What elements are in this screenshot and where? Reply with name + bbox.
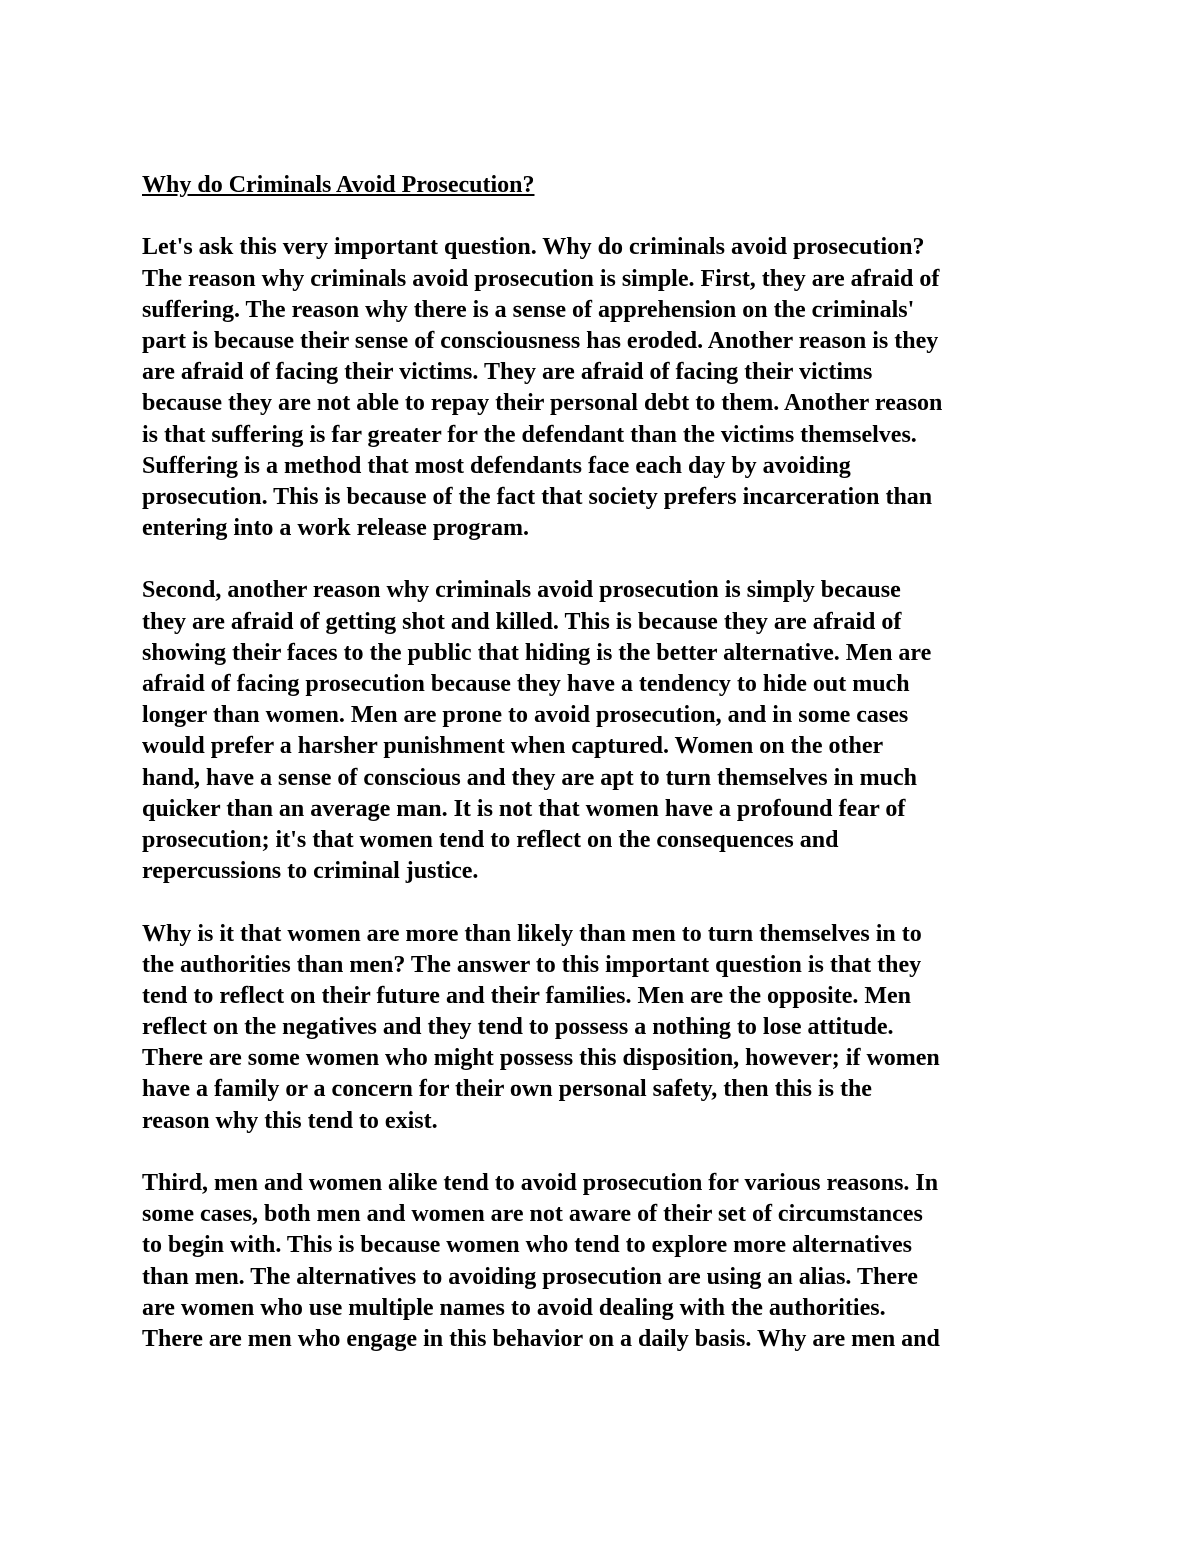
text-line: than men. The alternatives to avoiding prosecution are using an alias. There xyxy=(142,1263,918,1290)
text-line: entering into a work release program. xyxy=(142,515,530,542)
text-line: have a family or a concern for their own personal safety, then this is the xyxy=(142,1076,872,1103)
text-line: hand, have a sense of conscious and they are apt to turn themselves in much xyxy=(142,764,917,791)
text-line: longer than women. Men are prone to avoid prosecution, and in some cases xyxy=(142,702,909,729)
text-line: prosecution. This is because of the fact that society prefers incarceration than xyxy=(142,483,933,510)
text-line: to begin with. This is because women who tend to explore more alternatives xyxy=(142,1232,912,1259)
text-line: Second, another reason why criminals avoid prosecution is simply because xyxy=(142,577,901,604)
paragraph-3 xyxy=(142,919,1082,1137)
text-line: reflect on the negatives and they tend to possess a nothing to lose attitude. xyxy=(142,1014,894,1041)
document-body xyxy=(142,170,1082,1386)
text-line: is that suffering is far greater for the defendant than the victims themselves. xyxy=(142,421,917,448)
text-line: because they are not able to repay their personal debt to them. Another reason xyxy=(142,390,943,417)
text-line: The reason why criminals avoid prosecution is simple. First, they are afraid of xyxy=(142,265,940,292)
text-line: afraid of facing prosecution because they have a tendency to hide out much xyxy=(142,671,910,698)
text-line: quicker than an average man. It is not that women have a profound fear of xyxy=(142,795,906,822)
text-line: Why is it that women are more than likely than men to turn themselves in to xyxy=(142,920,922,947)
text-line: tend to reflect on their future and their families. Men are the opposite. Men xyxy=(142,982,912,1009)
text-line: prosecution; it's that women tend to reflect on the consequences and xyxy=(142,826,839,853)
text-line: repercussions to criminal justice. xyxy=(142,858,479,885)
text-line: Suffering is a method that most defendants face each day by avoiding xyxy=(142,452,851,479)
text-line: are afraid of facing their victims. They are afraid of facing their victims xyxy=(142,359,873,386)
document-title: Why do Criminals Avoid Prosecution? xyxy=(142,172,535,198)
text-line: they are afraid of getting shot and killed. This is because they are afraid of xyxy=(142,608,902,635)
text-line: the authorities than men? The answer to this important question is that they xyxy=(142,951,922,978)
text-line: are women who use multiple names to avoid dealing with the authorities. xyxy=(142,1294,886,1321)
text-line: part is because their sense of consciousness has eroded. Another reason is they xyxy=(142,327,939,354)
text-line: There are men who engage in this behavior on a daily basis. Why are men and xyxy=(142,1325,940,1352)
paragraph-4 xyxy=(142,1168,1082,1355)
text-line: There are some women who might possess this disposition, however; if women xyxy=(142,1045,940,1072)
text-line: would prefer a harsher punishment when captured. Women on the other xyxy=(142,733,884,760)
text-line: suffering. The reason why there is a sense of apprehension on the criminals' xyxy=(142,296,915,323)
text-line: reason why this tend to exist. xyxy=(142,1107,438,1134)
paragraph-2 xyxy=(142,575,1082,887)
paragraph-1 xyxy=(142,232,1082,544)
text-line: Let's ask this very important question. Why do criminals avoid prosecution? xyxy=(142,234,925,261)
text-line: some cases, both men and women are not aware of their set of circumstances xyxy=(142,1201,923,1228)
text-line: showing their faces to the public that hiding is the better alternative. Men are xyxy=(142,639,932,666)
text-line: Third, men and women alike tend to avoid prosecution for various reasons. In xyxy=(142,1170,939,1197)
